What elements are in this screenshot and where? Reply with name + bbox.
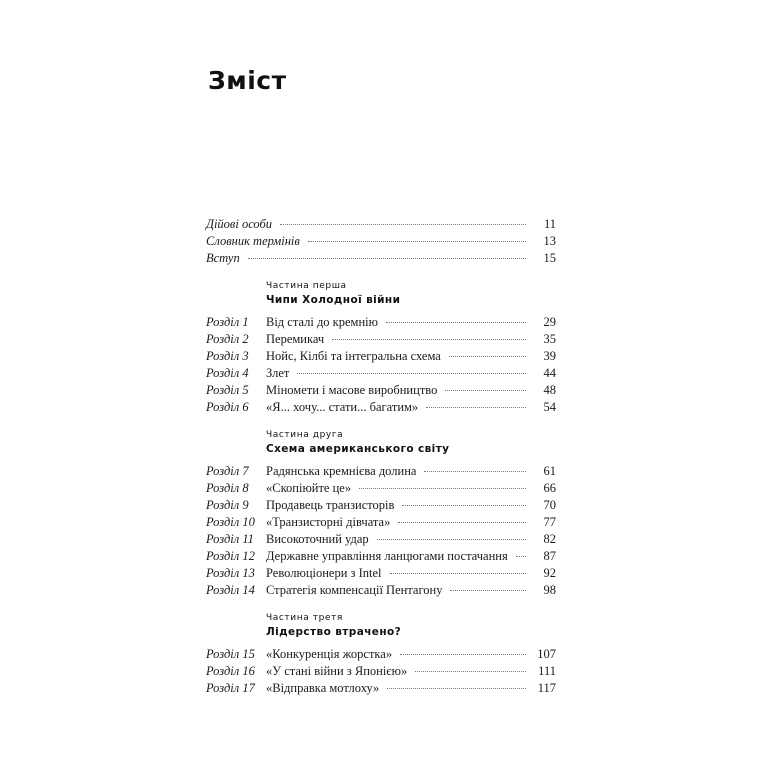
- dot-leader: [390, 573, 527, 574]
- chapter-label: Розділ 7: [206, 464, 249, 478]
- dot-leader: [398, 522, 526, 523]
- part-heading: [266, 281, 556, 308]
- chapter-title: Радянська кремнієва долина: [266, 464, 417, 478]
- toc-entry-front[interactable]: [206, 217, 556, 234]
- chapter-label: Розділ 17: [206, 681, 255, 695]
- chapter-title: «Я... хочу... стати... багатим»: [266, 400, 419, 414]
- chapter-title: Високоточний удар: [266, 532, 369, 546]
- entry-title: Словник термінів: [206, 234, 300, 248]
- toc-entry-chapter[interactable]: [206, 400, 556, 417]
- page-number: 117: [537, 681, 556, 695]
- chapter-label: Розділ 2: [206, 332, 249, 346]
- toc-entry-chapter[interactable]: [206, 349, 556, 366]
- chapter-title: Державне управління ланцюгами постачання: [266, 549, 508, 563]
- chapter-label: Розділ 6: [206, 400, 249, 414]
- chapter-label: Розділ 8: [206, 481, 249, 495]
- part-heading: [266, 430, 556, 457]
- page-number: 35: [543, 332, 556, 346]
- page-number: 66: [543, 481, 556, 495]
- dot-leader: [516, 556, 526, 557]
- table-of-contents: [206, 217, 556, 698]
- page-number: 44: [543, 366, 556, 380]
- page-number: 82: [543, 532, 556, 546]
- chapter-title: «Конкуренція жорстка»: [266, 647, 393, 661]
- dot-leader: [400, 654, 526, 655]
- chapter-title: Продавець транзисторів: [266, 498, 395, 512]
- chapter-title: Нойс, Кілбі та інтегральна схема: [266, 349, 441, 363]
- toc-entry-front[interactable]: [206, 234, 556, 251]
- chapter-title: Революціонери з Intel: [266, 566, 382, 580]
- page-number: 54: [543, 400, 556, 414]
- toc-entry-chapter[interactable]: [206, 647, 556, 664]
- dot-leader: [377, 539, 526, 540]
- toc-entry-chapter[interactable]: [206, 664, 556, 681]
- dot-leader: [332, 339, 526, 340]
- page-number: 29: [543, 315, 556, 329]
- part-title: Чипи Холодної війни: [266, 294, 401, 306]
- chapter-title: «У стані війни з Японією»: [266, 664, 408, 678]
- part-label: Частина третя: [266, 613, 343, 623]
- chapter-label: Розділ 9: [206, 498, 249, 512]
- toc-entry-chapter[interactable]: [206, 549, 556, 566]
- dot-leader: [426, 407, 526, 408]
- dot-leader: [359, 488, 526, 489]
- chapter-title: Злет: [266, 366, 290, 380]
- dot-leader: [280, 224, 526, 225]
- chapter-label: Розділ 5: [206, 383, 249, 397]
- toc-entry-chapter[interactable]: [206, 366, 556, 383]
- page-number: 15: [543, 251, 556, 265]
- page-number: 70: [543, 498, 556, 512]
- chapter-title: Від сталі до кремнію: [266, 315, 378, 329]
- page-number: 48: [543, 383, 556, 397]
- toc-entry-chapter[interactable]: [206, 464, 556, 481]
- chapter-label: Розділ 16: [206, 664, 255, 678]
- page-number: 111: [538, 664, 556, 678]
- toc-entry-front[interactable]: [206, 251, 556, 268]
- entry-title: Дійові особи: [206, 217, 273, 231]
- page-number: 98: [543, 583, 556, 597]
- chapter-label: Розділ 12: [206, 549, 255, 563]
- dot-leader: [386, 322, 526, 323]
- toc-entry-chapter[interactable]: [206, 383, 556, 400]
- dot-leader: [402, 505, 526, 506]
- entry-title: Вступ: [206, 251, 240, 265]
- dot-leader: [415, 671, 526, 672]
- chapter-title: Міномети і масове виробництво: [266, 383, 438, 397]
- page-number: 87: [543, 549, 556, 563]
- page-number: 39: [543, 349, 556, 363]
- dot-leader: [308, 241, 526, 242]
- page-number: 107: [537, 647, 556, 661]
- toc-entry-chapter[interactable]: [206, 681, 556, 698]
- chapter-label: Розділ 15: [206, 647, 255, 661]
- part-title: Схема американського світу: [266, 443, 450, 455]
- chapter-title: Стратегія компенсації Пентагону: [266, 583, 443, 597]
- page-number: 77: [543, 515, 556, 529]
- chapter-label: Розділ 11: [206, 532, 254, 546]
- chapter-title: Перемикач: [266, 332, 325, 346]
- toc-entry-chapter[interactable]: [206, 583, 556, 600]
- chapter-label: Розділ 1: [206, 315, 249, 329]
- dot-leader: [387, 688, 526, 689]
- dot-leader: [445, 390, 526, 391]
- toc-entry-chapter[interactable]: [206, 481, 556, 498]
- page-number: 11: [543, 217, 556, 231]
- dot-leader: [449, 356, 526, 357]
- part-label: Частина друга: [266, 430, 344, 440]
- page-number: 92: [543, 566, 556, 580]
- chapter-label: Розділ 3: [206, 349, 249, 363]
- dot-leader: [248, 258, 526, 259]
- page-title: Зміст: [208, 66, 287, 95]
- dot-leader: [450, 590, 526, 591]
- chapter-title: «Відправка мотлоху»: [266, 681, 380, 695]
- dot-leader: [297, 373, 526, 374]
- toc-entry-chapter[interactable]: [206, 315, 556, 332]
- toc-entry-chapter[interactable]: [206, 515, 556, 532]
- chapter-label: Розділ 10: [206, 515, 255, 529]
- toc-entry-chapter[interactable]: [206, 498, 556, 515]
- page-number: 61: [543, 464, 556, 478]
- toc-entry-chapter[interactable]: [206, 332, 556, 349]
- chapter-title: «Скопіюйте це»: [266, 481, 352, 495]
- dot-leader: [424, 471, 526, 472]
- page-number: 13: [543, 234, 556, 248]
- chapter-label: Розділ 14: [206, 583, 255, 597]
- toc-entry-chapter[interactable]: [206, 532, 556, 549]
- chapter-title: «Транзисторні дівчата»: [266, 515, 391, 529]
- toc-entry-chapter[interactable]: [206, 566, 556, 583]
- part-label: Частина перша: [266, 281, 347, 291]
- chapter-label: Розділ 13: [206, 566, 255, 580]
- part-title: Лідерство втрачено?: [266, 626, 402, 638]
- part-heading: [266, 613, 556, 640]
- chapter-label: Розділ 4: [206, 366, 249, 380]
